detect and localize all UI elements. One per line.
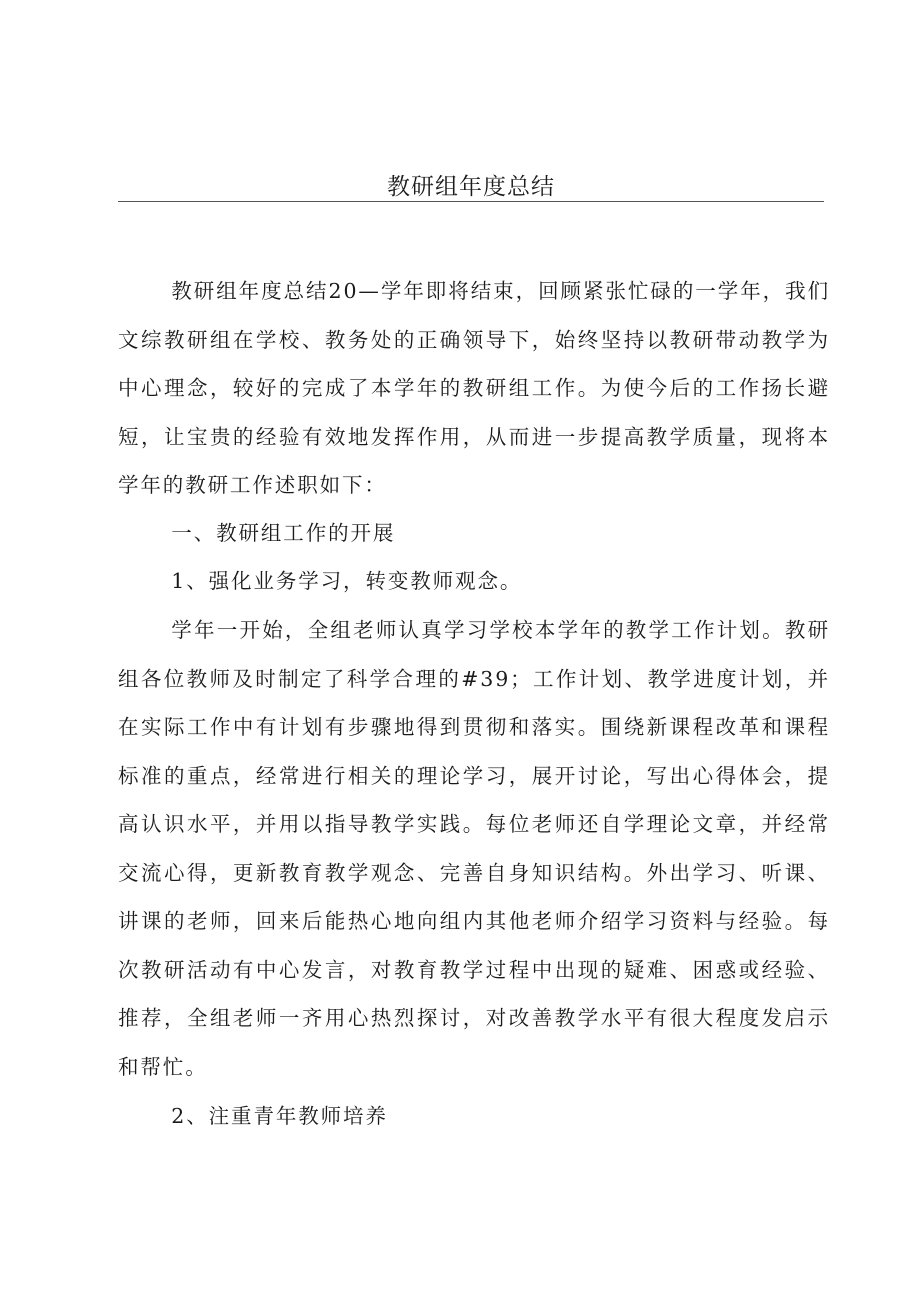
title-underline <box>118 201 824 202</box>
subsection-1-paragraph: 学年一开始，全组老师认真学习学校本学年的教学工作计划。教研组各位教师及时制定了科学合理的#39；工作计划、教学进度计划，并在实际工作中有计划有步骤地得到贯彻和落实。围绕新课程改革和课程标准的重点，经常进行相关的理论学习，展开讨论，写出心得体会，提高认识水平，并用以指导教学实践。每位老师还自学理论文章，并经常交流心得，更新教育教学观念、完善自身知识结构。外出学习、听课、讲课的老师，回来后能热心地向组内其他老师介绍学习资料与经验。每次教研活动有中心发言，对教育教学过程中出现的疑难、困惑或经验、推荐，全组老师一齐用心热烈探讨，对改善教学水平有很大程度发启示和帮忙。 <box>118 618 830 1079</box>
intro-paragraph: 教研组年度总结20—学年即将结束，回顾紧张忙碌的一学年，我们文综教研组在学校、教务处的正确领导下，始终坚持以教研带动教学为中心理念，较好的完成了本学年的教研组工作。为使今后的工作扬长避短，让宝贵的经验有效地发挥作用，从而进一步提高教学质量，现将本学年的教研工作述职如下： <box>118 279 830 497</box>
subsection-heading-1: 1、强化业务学习，转变教师观念。 <box>171 569 523 593</box>
subsection-heading-2: 2、注重青年教师培养 <box>171 1104 388 1128</box>
section-heading-1: 一、教研组工作的开展 <box>171 521 396 545</box>
document-title: 教研组年度总结 <box>387 174 555 200</box>
